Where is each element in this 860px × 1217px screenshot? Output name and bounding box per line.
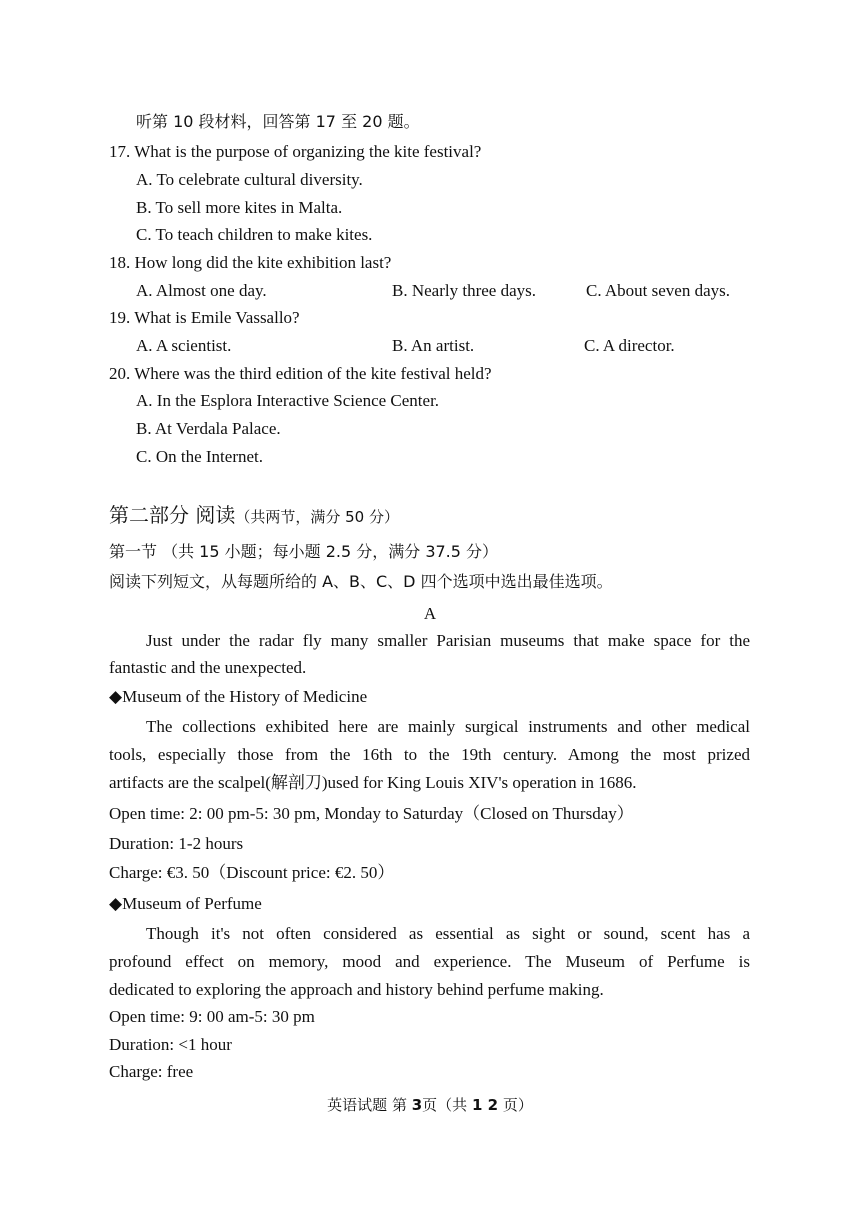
museum-1-desc-line-3: artifacts are the scalpel(解剖刀)used for King Louis XIV's operation in 1686. <box>109 773 637 792</box>
museum-1-desc-line-2: tools, especially those from the 16th to the 19th century. Among the most prized <box>109 745 750 764</box>
museum-2-duration: Duration: <1 hour <box>109 1035 232 1054</box>
question-18-stem: 18. How long did the kite exhibition last? <box>109 253 392 272</box>
reading-part-note: （共两节，满分 50 分） <box>235 508 399 526</box>
museum-1-charge: Charge: €3. 50（Discount price: €2. 50） <box>109 863 395 882</box>
question-17-stem: 17. What is the purpose of organizing the kite festival? <box>109 142 482 161</box>
footer-suffix: 页） <box>498 1096 533 1114</box>
passage-intro-line-1: Just under the radar fly many smaller Parisian museums that make space for the <box>146 631 750 650</box>
question-20-stem: 20. Where was the third edition of the kite festival held? <box>109 364 492 383</box>
question-18-option-b: B. Nearly three days. <box>392 281 536 300</box>
footer-total-pages: 1 2 <box>471 1096 499 1114</box>
footer-page-number: 3 <box>411 1096 423 1114</box>
question-17-option-c: C. To teach children to make kites. <box>136 225 373 244</box>
page-footer <box>0 1094 860 1116</box>
reading-part-heading <box>109 502 399 530</box>
question-18-option-c: C. About seven days. <box>586 281 731 300</box>
reading-section-title: 第一节 （共 15 小题；每小题 2.5 分，满分 37.5 分） <box>109 542 499 561</box>
museum-2-name: ◆Museum of Perfume <box>109 894 262 913</box>
footer-middle: 页（共 <box>422 1096 472 1114</box>
question-19-option-b: B. An artist. <box>392 336 475 355</box>
museum-1-open-time: Open time: 2: 00 pm-5: 30 pm, Monday to Saturday（Closed on Thursday） <box>109 804 634 823</box>
reading-part-title: 第二部分 阅读 <box>109 503 236 527</box>
question-19-option-c: C. A director. <box>584 336 675 355</box>
museum-2-desc-line-3: dedicated to exploring the approach and history behind perfume making. <box>109 980 604 999</box>
museum-2-desc-line-2: profound effect on memory, mood and experience. The Museum of Perfume is <box>109 952 750 971</box>
footer-prefix: 英语试题 第 <box>327 1096 412 1114</box>
museum-2-desc-line-1: Though it's not often considered as essential as sight or sound, scent has a <box>146 924 750 943</box>
question-20-option-b: B. At Verdala Palace. <box>136 419 281 438</box>
reading-instruction: 阅读下列短文，从每题所给的 A、B、C、D 四个选项中选出最佳选项。 <box>109 572 613 591</box>
listening-instruction: 听第 10 段材料，回答第 17 至 20 题。 <box>136 112 420 131</box>
museum-2-charge: Charge: free <box>109 1062 194 1081</box>
museum-2-open-time: Open time: 9: 00 am-5: 30 pm <box>109 1007 315 1026</box>
question-17-option-a: A. To celebrate cultural diversity. <box>136 170 363 189</box>
question-19-stem: 19. What is Emile Vassallo? <box>109 308 300 327</box>
museum-1-duration: Duration: 1-2 hours <box>109 834 244 853</box>
passage-intro-line-2: fantastic and the unexpected. <box>109 658 307 677</box>
question-19-option-a: A. A scientist. <box>136 336 232 355</box>
question-17-option-b: B. To sell more kites in Malta. <box>136 198 343 217</box>
question-20-option-c: C. On the Internet. <box>136 447 263 466</box>
question-20-option-a: A. In the Esplora Interactive Science Center. <box>136 391 440 410</box>
passage-label: A <box>423 604 437 623</box>
museum-1-name: ◆Museum of the History of Medicine <box>109 687 368 706</box>
question-18-option-a: A. Almost one day. <box>136 281 267 300</box>
museum-1-desc-line-1: The collections exhibited here are mainly surgical instruments and other medical <box>146 717 750 736</box>
